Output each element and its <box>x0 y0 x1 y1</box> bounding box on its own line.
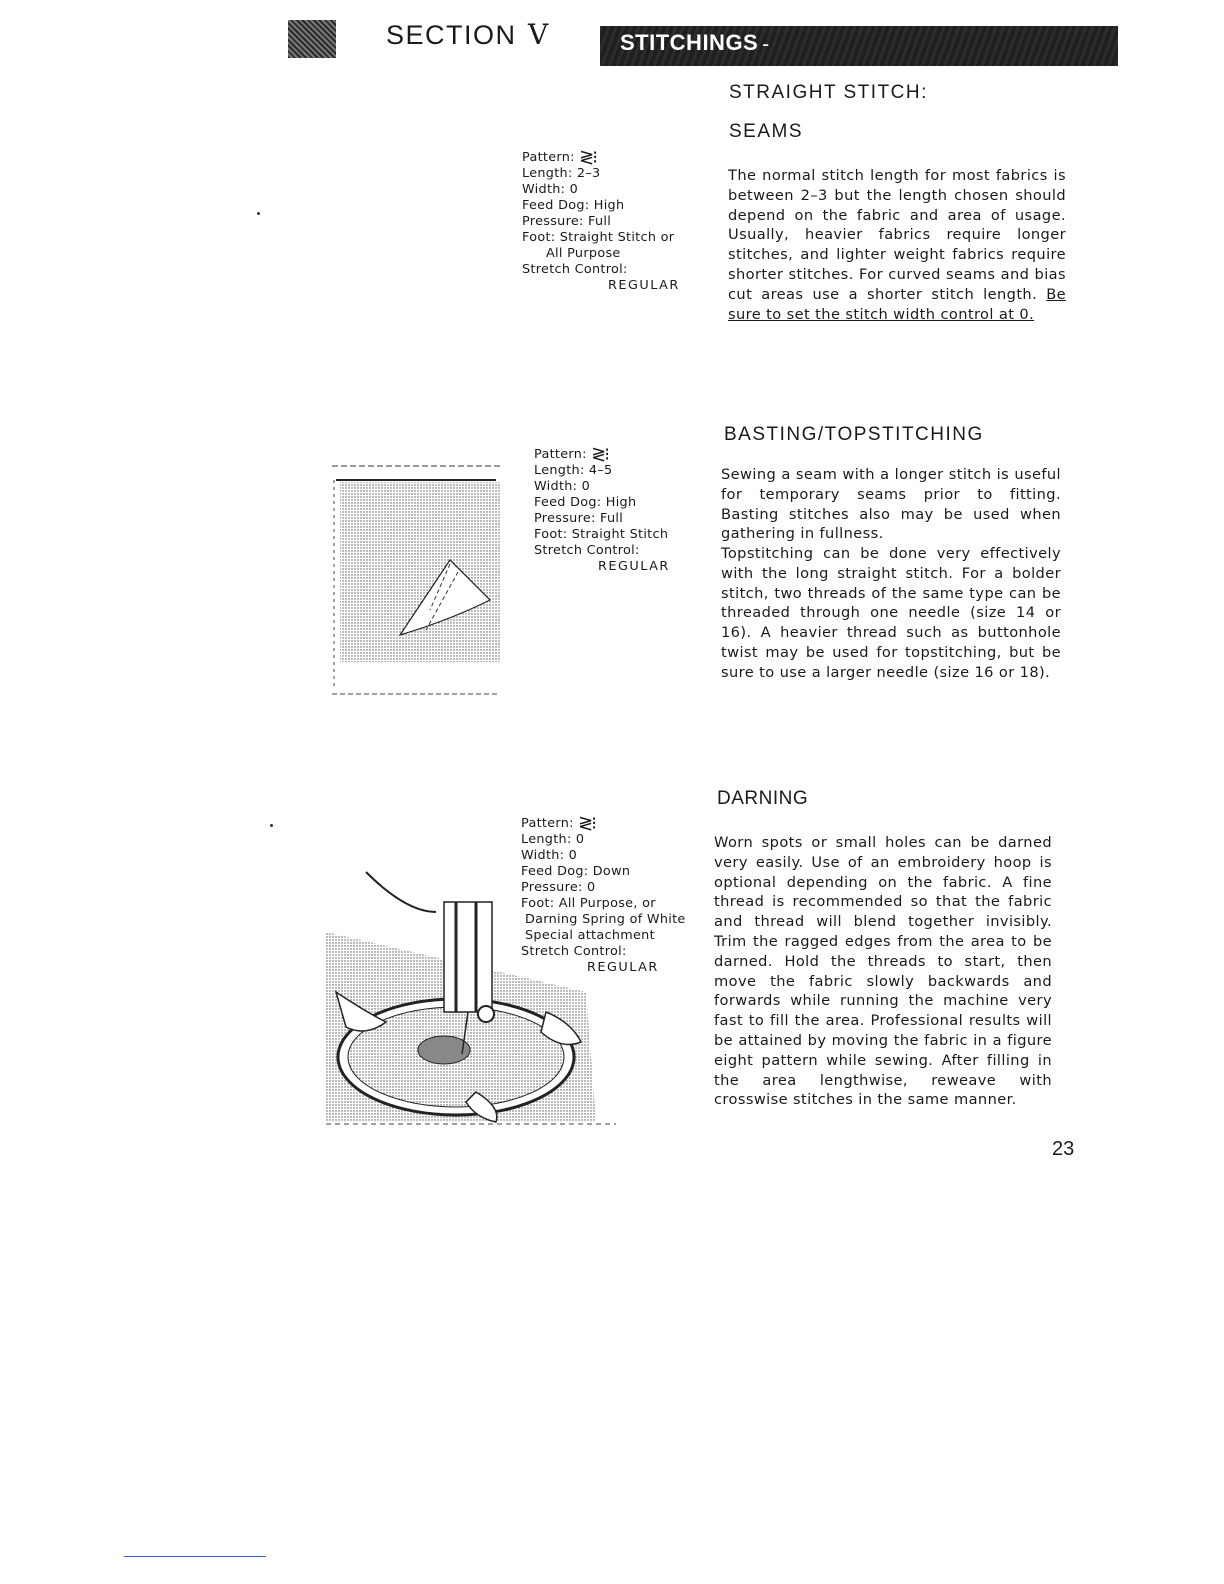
spec-pressure: Pressure: Full <box>534 511 624 526</box>
straight-stitch-pattern-icon: ≷⁝ <box>591 444 608 465</box>
scan-speck <box>270 824 273 827</box>
spec-width: Width: 0 <box>522 182 579 197</box>
spec-feed-dog: Feed Dog: High <box>534 495 637 510</box>
spec-length: Length: 2–3 <box>522 166 601 181</box>
spec-stretch-value: REGULAR <box>587 960 659 975</box>
spec-stretch: Stretch Control: <box>521 944 627 959</box>
basting-body-2: Topstitching can be done very effectively with the long straight stitch. For a bolder stitch, two threads of the same type can be threaded through one needle (size 14 or 16). A heavier thread such as buttonhole twist may be used for topstitching, but be sure to use a larger needle (size 16 or 18). <box>721 545 1061 681</box>
spec-stretch-value: REGULAR <box>608 278 680 293</box>
spec-pattern: Pattern: <box>534 447 587 462</box>
spec-width: Width: 0 <box>521 848 578 863</box>
spec-feed-dog: Feed Dog: Down <box>521 864 631 879</box>
bar-dash: - <box>762 32 770 56</box>
spec-width: Width: 0 <box>534 479 591 494</box>
basting-spec <box>534 444 694 575</box>
spec-foot-cont-2: Special attachment <box>525 928 655 943</box>
spec-pressure: Pressure: 0 <box>521 880 596 895</box>
seams-body-text: The normal stitch length for most fabrics is between 2–3 but the length chosen should depend on the fabric and area of usage. Usually, heavier fabrics require longer stitches, and lighter weight fabrics require shorter stitches. For curved seams and bias cut areas use a shorter stitch length. <box>728 167 1066 303</box>
section-number: V <box>528 18 549 51</box>
spec-foot: Foot: Straight Stitch or <box>522 230 675 245</box>
spec-length: Length: 4–5 <box>534 463 613 478</box>
spec-foot-cont: All Purpose <box>546 246 621 261</box>
basting-body-1: Sewing a seam with a longer stitch is useful for temporary seams prior to fitting. Basting stitches also may be used when gathering in fullness. <box>721 466 1061 543</box>
spec-pattern-row <box>521 813 701 834</box>
spec-foot: Foot: All Purpose, or <box>521 896 656 911</box>
spec-stretch: Stretch Control: <box>534 543 640 558</box>
page-number: 23 <box>1052 1138 1075 1160</box>
bottom-rule <box>124 1556 266 1557</box>
spec-feed-dog: Feed Dog: High <box>522 198 625 213</box>
spec-pattern-row <box>534 444 694 465</box>
basting-illustration <box>330 460 506 700</box>
spec-pattern-row <box>522 147 702 168</box>
seams-body <box>728 166 1066 324</box>
darning-body: Worn spots or small holes can be darned very easily. Use of an embroidery hoop is optional depending on the fabric. A fine thread is recommended so that the fabric and thread will blend together invisibly. Trim the ragged edges from the area to be darned. Hold the threads to start, then move the fabric slowly backwards and forwards while running the machine very fast to fill the area. Professional results will be attained by moving the fabric in a figure eight pattern while sewing. After filling in the area lengthwise, reweave with crosswise stitches in the same manner. <box>714 834 1052 1109</box>
seams-body-note: Be sure to set the stitch width control at 0. <box>728 285 1066 323</box>
straight-stitch-heading: STRAIGHT STITCH: <box>729 82 928 103</box>
spec-pattern: Pattern: <box>522 150 575 165</box>
spec-foot-cont-1: Darning Spring of White <box>525 912 686 927</box>
spec-stretch: Stretch Control: <box>522 262 628 277</box>
spec-foot: Foot: Straight Stitch <box>534 527 669 542</box>
spec-stretch-value: REGULAR <box>598 559 670 574</box>
spec-length: Length: 0 <box>521 832 585 847</box>
darning-spec <box>521 813 701 976</box>
spec-pressure: Pressure: Full <box>522 214 612 229</box>
seams-heading: SEAMS <box>729 121 804 142</box>
straight-stitch-pattern-icon: ≷⁝ <box>579 147 596 168</box>
bar-title: STITCHINGS <box>620 30 759 55</box>
scan-speck <box>257 212 260 215</box>
seams-spec <box>522 147 702 294</box>
basting-heading: BASTING/TOPSTITCHING <box>724 424 984 445</box>
section-icon <box>288 20 336 58</box>
spec-pattern: Pattern: <box>521 816 574 831</box>
darning-heading: DARNING <box>717 788 809 809</box>
section-label: SECTION <box>386 20 517 50</box>
straight-stitch-pattern-icon: ≷⁝ <box>578 813 595 834</box>
